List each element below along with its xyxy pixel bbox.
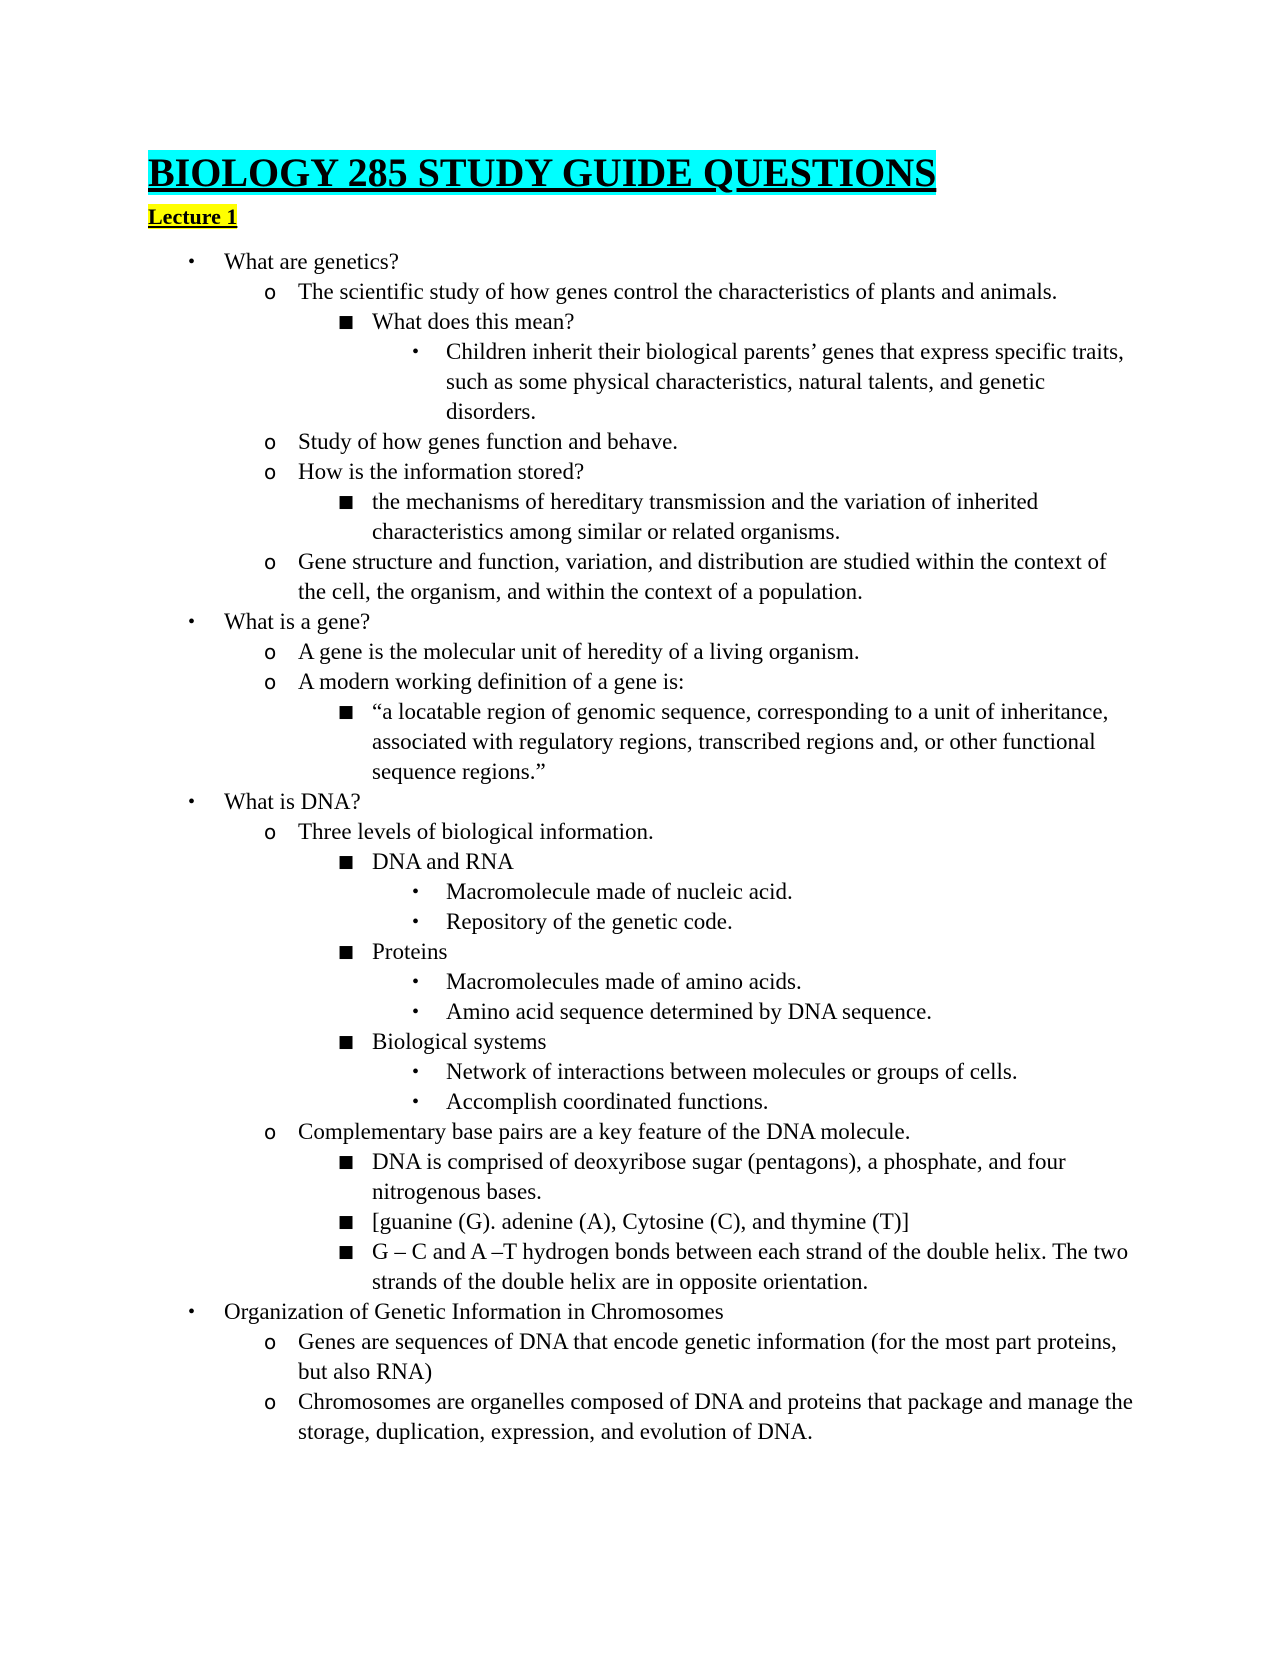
list-item: • Repository of the genetic code. [372,907,1138,937]
list-item: ■ Proteins • Macromolecules made of amino acids. • Amino acid sequence determined by DNA sequence. [298,937,1138,1027]
question-item [148,247,1138,607]
lecture-heading-text: Lecture 1 [148,204,238,229]
lecture-heading [148,202,237,232]
list-item: • Amino acid sequence determined by DNA sequence. [372,997,1138,1027]
list-item: o Chromosomes are organelles composed of DNA and proteins that package and manage the storage, duplication, expression, and evolution of DNA. [224,1387,1138,1447]
list-item: • Macromolecules made of amino acids. [372,967,1138,997]
list-item: • Children inherit their biological parents’ genes that express specific traits, such as some physical characteristics, natural talents, and genetic disorders. [372,337,1138,427]
list-item: ■ DNA is comprised of deoxyribose sugar (pentagons), a phosphate, and four nitrogenous bases. [298,1147,1138,1207]
study-guide-content [148,247,1138,1447]
list-item: o The scientific study of how genes control the characteristics of plants and animals. ■ What does this mean? • Children inherit their biological parents’ genes that express specific traits, such as some physical characteristics, natural talents, and genetic disorders. [224,277,1138,427]
list-item: ■ the mechanisms of hereditary transmission and the variation of inherited characteristics among similar or related organisms. [298,487,1138,547]
list-item: o Study of how genes function and behave. [224,427,1138,457]
question-item [148,1297,1138,1447]
question-text: • What are genetics? [224,249,399,274]
list-item: o Genes are sequences of DNA that encode genetic information (for the most part proteins, but also RNA) [224,1327,1138,1387]
list-item: ■ “a locatable region of genomic sequence, corresponding to a unit of inheritance, associated with regulatory regions, transcribed regions and, or other functional sequence regions.” [298,697,1138,787]
list-item: o A gene is the molecular unit of heredity of a living organism. [224,637,1138,667]
list-item: o Complementary base pairs are a key feature of the DNA molecule. ■ DNA is comprised of deoxyribose sugar (pentagons), a phosphate, and four nitrogenous bases. ■ [guanine (G). adenine (A), Cytosine (C), and thymine (T)] ■ G – C and A –T hydrogen bonds between each strand of the double helix. The two strands of the double helix are in opposite orientation. [224,1117,1138,1297]
document-title [148,148,936,198]
list-item: o Three levels of biological information. ■ DNA and RNA • Macromolecule made of nucleic acid. • Repository of the genetic code. ■ Proteins • Macromolecules made of amino acids. • Amino acid sequence determined by DNA sequence. ■ Biological systems • Network of interactions between molecules or groups of cells. • Accomplish coordinated functions. [224,817,1138,1117]
list-item: • Macromolecule made of nucleic acid. [372,877,1138,907]
list-item: o A modern working definition of a gene is: ■ “a locatable region of genomic sequence, corresponding to a unit of inheritance, associated with regulatory regions, transcribed regions and, or other functional sequence regions.” [224,667,1138,787]
list-item: • Accomplish coordinated functions. [372,1087,1138,1117]
list-item: ■ [guanine (G). adenine (A), Cytosine (C), and thymine (T)] [298,1207,1138,1237]
question-text: • What is a gene? [224,609,371,634]
question-item [148,607,1138,787]
question-text: • What is DNA? [224,789,361,814]
document-title-text: BIOLOGY 285 STUDY GUIDE QUESTIONS [148,150,937,195]
list-item: o Gene structure and function, variation, and distribution are studied within the context of the cell, the organism, and within the context of a population. [224,547,1138,607]
question-text: • Organization of Genetic Information in Chromosomes [224,1299,724,1324]
list-item: ■ What does this mean? • Children inherit their biological parents’ genes that express specific traits, such as some physical characteristics, natural talents, and genetic disorders. [298,307,1138,427]
list-item: ■ G – C and A –T hydrogen bonds between each strand of the double helix. The two strands of the double helix are in opposite orientation. [298,1237,1138,1297]
question-list [148,247,1138,1447]
list-item: • Network of interactions between molecules or groups of cells. [372,1057,1138,1087]
list-item: o How is the information stored? ■ the mechanisms of hereditary transmission and the variation of inherited characteristics among similar or related organisms. [224,457,1138,547]
question-item [148,787,1138,1297]
list-item: ■ Biological systems • Network of interactions between molecules or groups of cells. • Accomplish coordinated functions. [298,1027,1138,1117]
list-item: ■ DNA and RNA • Macromolecule made of nucleic acid. • Repository of the genetic code. [298,847,1138,937]
